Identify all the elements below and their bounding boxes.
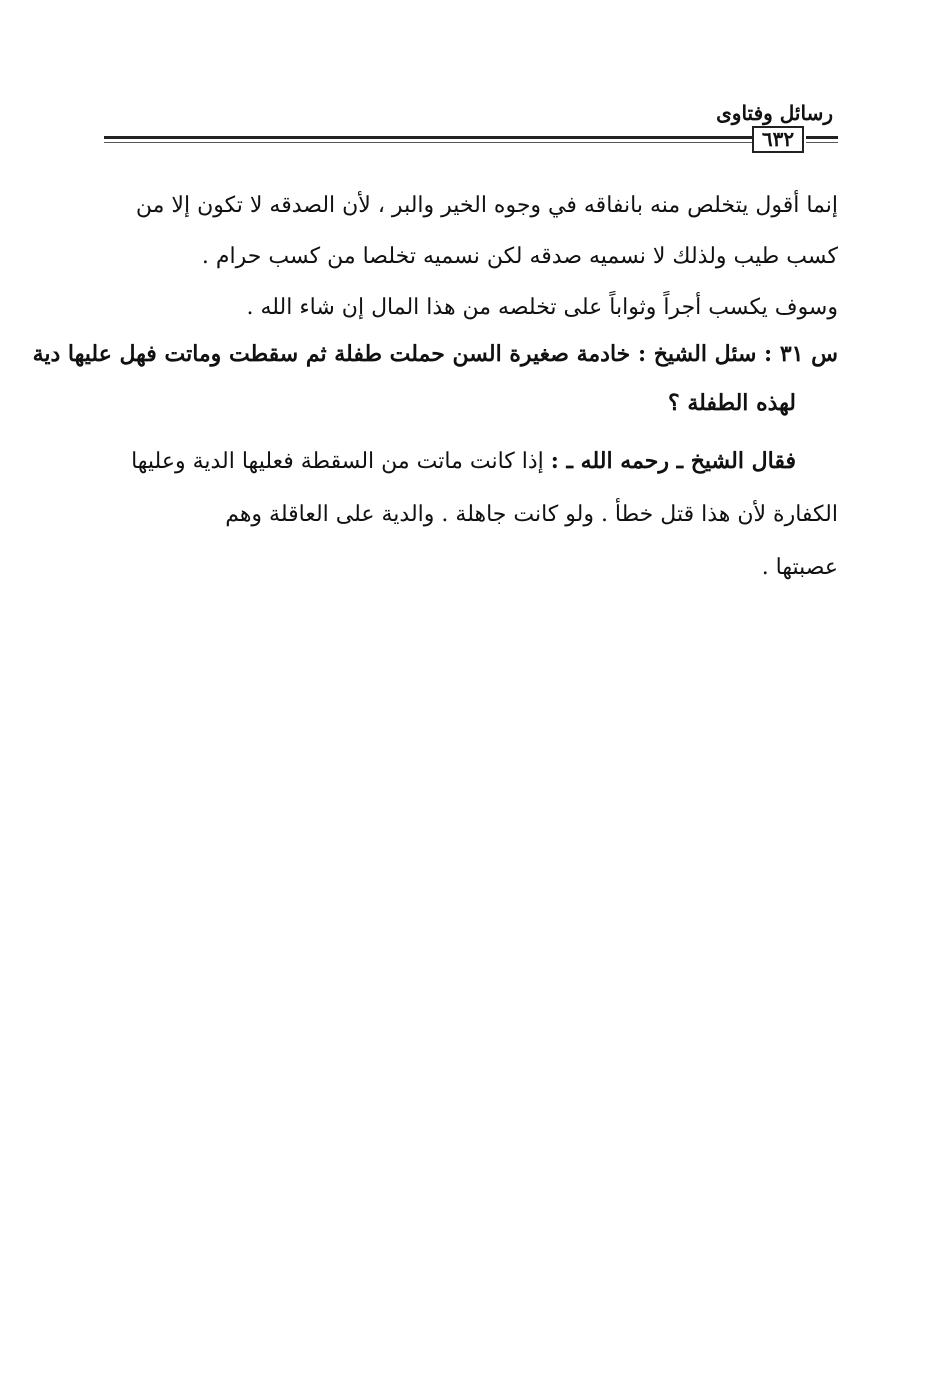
paragraph-line: كسب طيب ولذلك لا نسميه صدقه لكن نسميه تخلصا من كسب حرام . bbox=[201, 244, 838, 269]
header-rule-thin bbox=[104, 142, 752, 143]
header-corner-rule bbox=[806, 133, 838, 145]
header-rule-thick bbox=[104, 136, 752, 139]
header-rule bbox=[104, 133, 752, 145]
corner-rule-thin bbox=[806, 142, 838, 143]
page-number: ٦٣٢ bbox=[752, 126, 804, 153]
answer-line bbox=[104, 435, 838, 488]
question-line: س ٣١ : سئل الشيخ : خادمة صغيرة السن حملت طفلة ثم سقطت وماتت فهل عليها دية bbox=[32, 341, 838, 367]
paragraph-intro bbox=[104, 180, 838, 333]
question-31 bbox=[32, 330, 838, 428]
answer-line: عصبتها . bbox=[761, 555, 838, 580]
answer-31 bbox=[104, 435, 838, 594]
answer-line-1-rest: إذا كانت ماتت من السقطة فعليها الدية وعليها bbox=[131, 449, 551, 474]
question-line: لهذه الطفلة ؟ bbox=[668, 390, 796, 416]
paragraph-line: إنما أقول يتخلص منه بانفاقه في وجوه الخير والبر ، لأن الصدقه لا تكون إلا من bbox=[135, 193, 838, 218]
answer-line: الكفارة لأن هذا قتل خطأ . ولو كانت جاهلة . والدية على العاقلة وهم bbox=[225, 502, 838, 527]
answer-lead: فقال الشيخ ـ رحمه الله ـ : bbox=[550, 448, 796, 474]
running-title: رسائل وفتاوى bbox=[716, 101, 833, 125]
paragraph-line: وسوف يكسب أجراً وثواباً على تخلصه من هذا المال إن شاء الله . bbox=[246, 295, 838, 320]
corner-rule-thick bbox=[806, 136, 838, 139]
